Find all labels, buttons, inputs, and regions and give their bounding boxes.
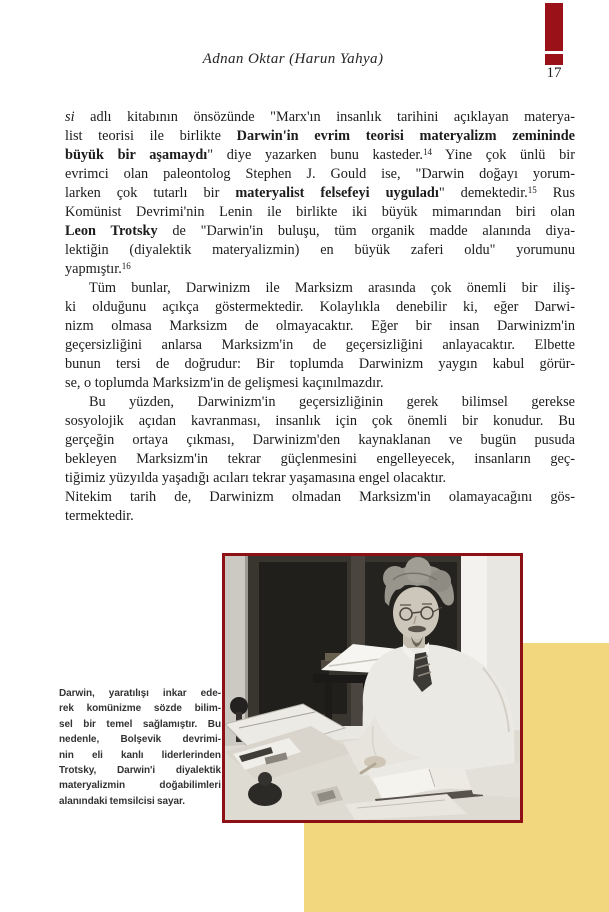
body-text: [65, 108, 575, 526]
caption-line: nedenle, Bolşevik devrimi-: [59, 734, 221, 746]
body-line: bunun tersi de doğrudur: Bir toplumda Darwinizm yaygın kabul görür-: [65, 356, 575, 372]
caption-line: nin eli kanlı liderlerinden: [59, 749, 221, 761]
body-line: tiğimiz yüzyılda yaşadığı acıları tekrar yaşamasına engel olacaktır.: [65, 470, 447, 486]
body-line: Komünist Devrimi'nin Lenin ile birlikte iki büyük mimarından biri olan: [65, 204, 575, 220]
body-line: se, o toplumda Marksizm'in de gelişmesi kaçınılmazdır.: [65, 375, 384, 391]
body-line: geçersizliğini anlarsa Marksizm'in de geçersizliğini anlayacaktır. Elbette: [65, 337, 575, 353]
red-accent-bar: [545, 3, 563, 51]
caption-line: alanındaki temsilcisi sayar.: [59, 795, 186, 807]
body-line: büyük bir aşamaydı" diye yazarken bunu kasteder.$^{14}$ Yine çok ünlü bir: [65, 146, 575, 163]
body-line: sosyolojik açıdan kavranması, insanlık için çok önemli bir konudur. Bu: [65, 413, 575, 429]
body-line: nizm olmasa Marksizm de olmayacaktır. Eğer bir insan Darwinizm'in: [65, 318, 575, 334]
body-line: si adlı kitabının önsözünde "Marx'ın insanlık tarihini açıklayan materya-: [65, 109, 575, 125]
caption-line: materyalizmin doğabilimleri: [59, 780, 221, 792]
body-line: larken çok tutarlı bir materyalist felsefeyi uyguladı" demektedir.$^{15}$ Rus: [65, 184, 575, 201]
body-line: bekleyen Marksizm'in tekrar güçlenmesini engelleyecek, insanların geç-: [65, 451, 575, 467]
body-line: list teorisi ile birlikte Darwin'in evrim teorisi materyalizm zemininde: [65, 128, 575, 144]
body-line: lektiğin (diyalektik materyalizmin) en büyük zaferi oldu" yorumunu: [65, 242, 575, 258]
body-line: ki olduğunu açıkça göstermektedir. Kolaylıkla denebilir ki, eğer Darwi-: [65, 299, 575, 315]
caption-line: sel bir temel sağlamıştır. Bu: [59, 718, 221, 730]
body-line: yapmıştır.$^{16}$: [65, 260, 131, 277]
body-line: Leon Trotsky de "Darwin'in buluşu, tüm organik madde alanında diya-: [65, 223, 575, 239]
body-line: Bu yüzden, Darwinizm'in geçersizliğinin gerek bilimsel gerekse: [89, 394, 575, 410]
caption-line: Trotsky, Darwin'i diyalektik: [59, 764, 221, 776]
body-line: termektedir.: [65, 508, 134, 524]
caption-line: rek komünizme sözde bilim-: [59, 703, 221, 715]
page-number: 17: [546, 65, 562, 81]
trotsky-photo: [222, 553, 523, 823]
body-line: Tüm bunlar, Darwinizm ile Marksizm arasında çok önemli bir iliş-: [89, 280, 575, 296]
caption-line: Darwin, yaratılışı inkar ede-: [59, 688, 221, 699]
body-line: Nitekim tarih de, Darwinizm olmadan Marksizm'in olamayacağını gös-: [65, 489, 575, 505]
running-header: Adnan Oktar (Harun Yahya): [202, 51, 384, 67]
photo-caption: [59, 686, 221, 809]
body-line: gerçeğin ortaya çıkması, Darwinizm'den kaynaklanan ve bugün pusuda: [65, 432, 575, 448]
body-line: evrimci olan paleontolog Stephen J. Gould ise, "Darwin doğayı yorum-: [65, 166, 575, 182]
